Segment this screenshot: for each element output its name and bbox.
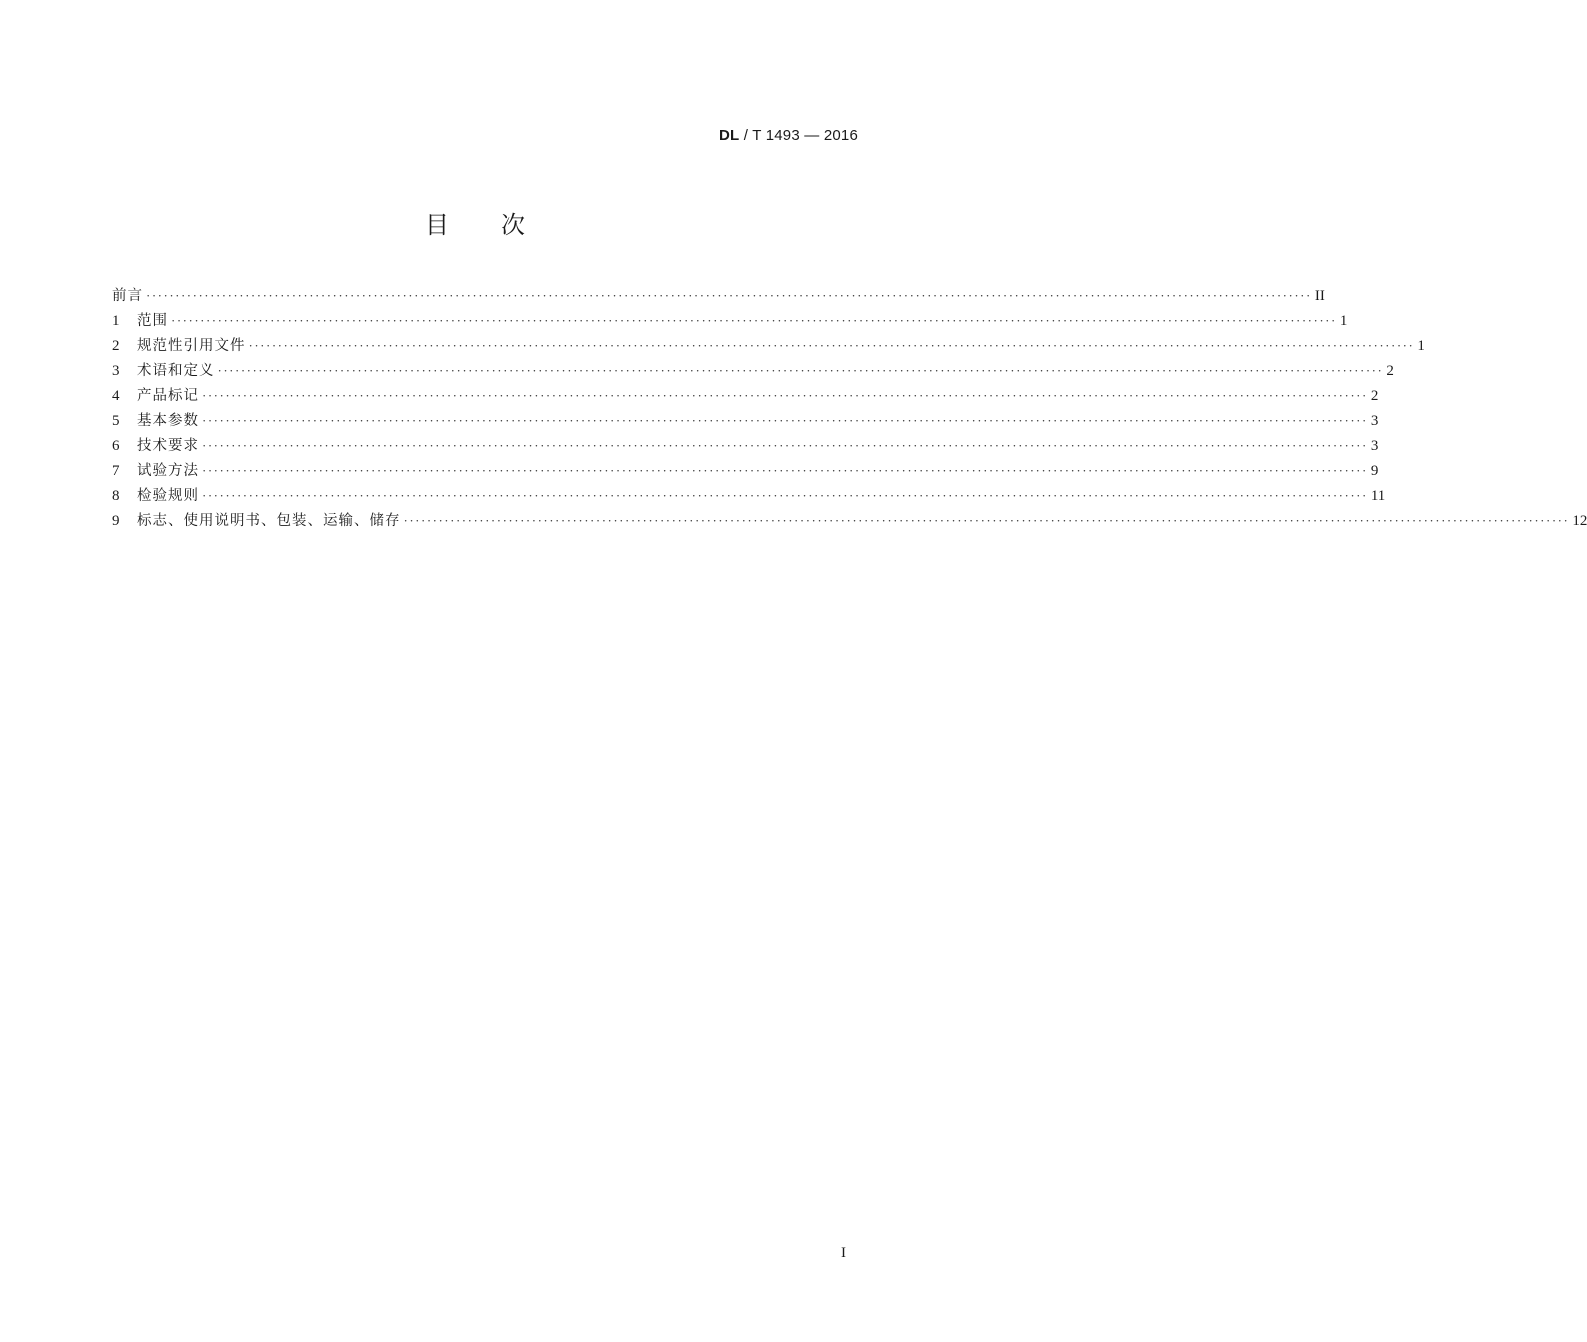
toc-entry-label: 试验方法: [137, 463, 199, 479]
toc-entry-number: 4: [112, 388, 120, 404]
toc-entry-label: 检验规则: [137, 488, 199, 504]
toc-entry-page: 2: [1386, 363, 1394, 379]
standard-code: [719, 127, 858, 144]
toc-entry-label: 范围: [137, 313, 168, 329]
toc-leader-dots: ········································································································································································································: [146, 288, 1312, 303]
toc-entry-2[interactable]: [112, 334, 1425, 359]
toc-entry-label: 基本参数: [137, 413, 199, 429]
toc-entry-number: 5: [112, 413, 120, 429]
toc-entry-label: 标志、使用说明书、包装、运输、储存: [137, 513, 401, 529]
toc-leader-dots: ········································································································································································································: [217, 363, 1384, 378]
toc-entry-7[interactable]: [112, 459, 1379, 484]
toc-entry-3[interactable]: [112, 359, 1394, 384]
table-of-contents: [112, 284, 1587, 534]
standard-code-number: / T 1493 — 2016: [739, 127, 858, 144]
page-number: I: [841, 1245, 846, 1261]
toc-entry-page: 3: [1370, 438, 1379, 454]
toc-entry-number: 6: [112, 438, 120, 454]
toc-entry-8[interactable]: [112, 484, 1386, 509]
toc-entry-page: II: [1314, 288, 1325, 304]
toc-entry-page: 9: [1370, 463, 1379, 479]
toc-leader-dots: ········································································································································································································: [171, 313, 1337, 328]
toc-leader-dots: ········································································································································································································: [202, 388, 1368, 403]
toc-entry-number: 3: [112, 363, 120, 379]
toc-entry-5[interactable]: [112, 409, 1379, 434]
toc-entry-1[interactable]: [112, 309, 1348, 334]
toc-leader-dots: ········································································································································································································: [248, 338, 1415, 353]
toc-leader-dots: ········································································································································································································: [202, 413, 1368, 428]
standard-code-prefix: DL: [719, 127, 740, 144]
toc-leader-dots: ········································································································································································································: [403, 513, 1570, 528]
toc-entry-label: 产品标记: [137, 388, 199, 404]
toc-entry-number: 2: [112, 338, 120, 354]
toc-entry-label: 规范性引用文件: [137, 338, 246, 354]
toc-entry-foreword[interactable]: [112, 284, 1325, 309]
page-title: 目次: [425, 211, 577, 239]
toc-entry-page: 12: [1572, 513, 1587, 529]
toc-entry-4[interactable]: [112, 384, 1379, 409]
toc-entry-page: 3: [1370, 413, 1379, 429]
toc-entry-label: 前言: [112, 288, 143, 304]
toc-leader-dots: ········································································································································································································: [202, 488, 1368, 503]
toc-leader-dots: ········································································································································································································: [202, 438, 1368, 453]
toc-leader-dots: ········································································································································································································: [202, 463, 1368, 478]
toc-entry-number: 8: [112, 488, 120, 504]
toc-entry-9[interactable]: [112, 509, 1587, 534]
toc-entry-number: 9: [112, 513, 120, 529]
toc-entry-page: 1: [1417, 338, 1425, 354]
toc-entry-number: 7: [112, 463, 120, 479]
toc-entry-page: 11: [1370, 488, 1386, 504]
toc-entry-label: 技术要求: [137, 438, 199, 454]
toc-entry-6[interactable]: [112, 434, 1379, 459]
toc-entry-number: 1: [112, 313, 120, 329]
toc-entry-page: 1: [1339, 313, 1348, 329]
toc-entry-page: 2: [1370, 388, 1379, 404]
toc-entry-label: 术语和定义: [137, 363, 215, 379]
